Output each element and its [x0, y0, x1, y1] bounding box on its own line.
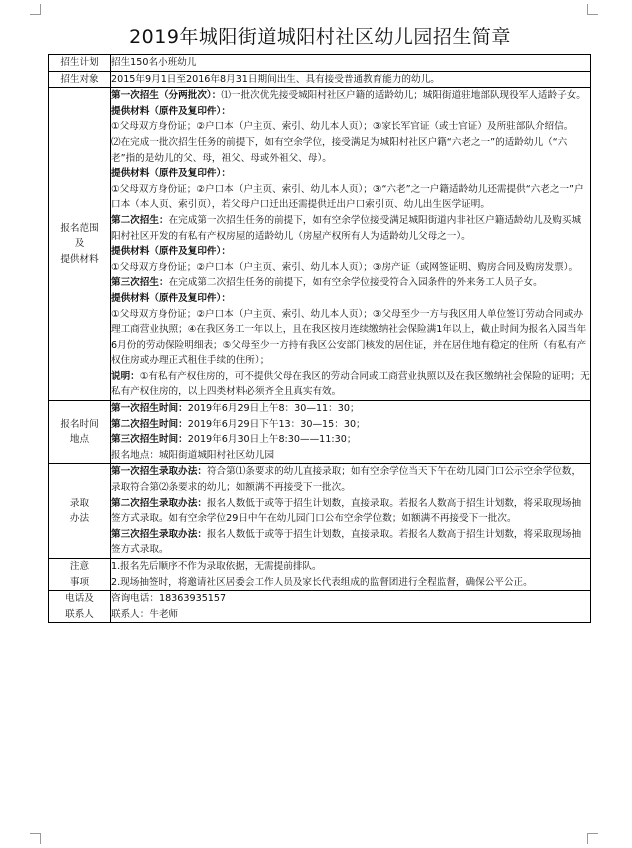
- time-label-line: 地点: [69, 434, 90, 446]
- note-heading: 说明：: [111, 370, 140, 382]
- scope-label-line: 及: [74, 238, 85, 250]
- admission-heading: 第二次招生录取办法：: [111, 497, 207, 509]
- notes-item: 2.现场抽签时，将邀请社区居委会工作人员及家长代表组成的监督团进行全程监督，确保公平公正。: [111, 576, 533, 588]
- scope-label-line: 提供材料: [60, 253, 99, 265]
- notes-label: [49, 559, 111, 591]
- time-text: 2019年6月29日上午8：30—11：30；: [187, 403, 360, 415]
- admission-row: [49, 464, 591, 559]
- admission-heading: 第三次招生录取办法：: [111, 528, 207, 540]
- time-heading: 第二次招生时间：: [111, 418, 188, 430]
- second-enrollment-paragraph: [111, 213, 590, 244]
- materials-heading: 提供材料（原件及复印件）：: [111, 105, 231, 117]
- third-enrollment-paragraph: [111, 275, 590, 291]
- materials-text: ①父母双方身份证；②户口本（户主页、索引、幼儿本人页）；③家长军官证（或士官证）及所驻部队介绍信。: [111, 121, 574, 133]
- first-batch1-text: ⑴一批次优先接受城阳村社区户籍的适龄幼儿；城阳街道驻地部队现役军人适龄子女。: [221, 90, 586, 102]
- plan-label: 招生计划: [49, 55, 111, 72]
- third-enrollment-heading: 第三次招生：: [111, 277, 169, 289]
- time-content: [111, 401, 591, 464]
- contact-label-line: 电话及: [65, 593, 94, 605]
- time-line: [111, 432, 590, 448]
- scope-content: [111, 88, 591, 401]
- admission-paragraph: [111, 464, 590, 495]
- contact-content: [111, 591, 591, 623]
- admission-paragraph: [111, 527, 590, 558]
- time-label-line: 报名时间: [60, 418, 99, 430]
- note-text: ①有私有产权住房的，可不提供父母在我区的劳动合同或工商营业执照以及在我区缴纳社会保险的证明；无私有产权住房的，以上四类材料必须齐全且真实有效。: [111, 370, 590, 398]
- notes-content: [111, 559, 591, 591]
- materials-text: ①父母双方身份证；②户口本（户主页、索引、幼儿本人页）；③“六老”之一户籍适龄幼儿还需提供“六老之一”户口本（本人页、索引页），若父母户口迁出还需提供迁出户口索引页、幼儿出生医学证明。: [111, 183, 584, 211]
- notes-label-line: 事项: [69, 576, 90, 588]
- corner-mark: [587, 833, 598, 844]
- admission-content: [111, 464, 591, 559]
- admission-label-line: 录取: [69, 497, 90, 509]
- materials-heading: 提供材料（原件及复印件）：: [111, 168, 231, 180]
- plan-row: [49, 55, 591, 72]
- notes-label-line: 注意: [69, 561, 90, 572]
- contact-row: [49, 591, 591, 623]
- first-enrollment-heading: 第一次招生（分两批次）：: [111, 90, 222, 102]
- scope-label: [49, 88, 111, 401]
- admission-text: 符合第⑴条要求的幼儿直接录取；如有空余学位当天下午在幼儿园门口公示空余学位数，录取符合第⑵条要求的幼儿；如额满不再接受下一批次。: [111, 466, 582, 494]
- corner-mark: [30, 4, 41, 15]
- enrollment-table: [48, 54, 591, 623]
- location-text: 报名地点：城阳街道城阳村社区幼儿园: [111, 449, 275, 461]
- admission-paragraph: [111, 496, 590, 527]
- first-batch2-text: ⑵在完成一批次招生任务的前提下，如有空余学位，接受满足为城阳村社区户籍“六老之一”的适龄幼儿（“六老”指的是幼儿的父、母，祖父、母或外祖父、母）。: [111, 136, 568, 164]
- contact-label-line: 联系人: [65, 608, 94, 620]
- time-line: [111, 417, 590, 433]
- contact-phone: 咨询电话：18363935157: [111, 593, 227, 605]
- time-text: 2019年6月29日下午13：30—15：30；: [187, 418, 366, 430]
- time-row: [49, 401, 591, 464]
- target-label: 招生对象: [49, 71, 111, 88]
- notes-row: [49, 559, 591, 591]
- plan-text: 招生150名小班幼儿: [111, 55, 591, 72]
- time-heading: 第三次招生时间：: [111, 434, 188, 446]
- materials-text: ①父母双方身份证；②户口本（户主页、索引、幼儿本人页）；③房产证（或网签证明、购房合同及购房发票）。: [111, 261, 579, 273]
- time-line: [111, 401, 590, 417]
- document-title: 2019年城阳街道城阳村社区幼儿园招生简章: [129, 26, 511, 48]
- corner-mark: [30, 833, 41, 844]
- third-enrollment-text: 在完成第二次招生任务的前提下，如有空余学位接受符合入园条件的外来务工人员子女。: [168, 277, 543, 289]
- admission-heading: 第一次招生录取办法：: [111, 466, 207, 478]
- admission-text: 报名人数低于或等于招生计划数，直接录取。若报名人数高于招生计划数，将采取现场抽签方式录取。: [111, 528, 582, 556]
- corner-mark: [587, 4, 598, 15]
- admission-label-line: 办法: [69, 513, 90, 525]
- contact-label: [49, 591, 111, 623]
- admission-text: 报名人数低于或等于招生计划数，直接录取。若报名人数高于招生计划数，将采取现场抽签方式录取。如有空余学位29日中午在幼儿园门口公布空余学位数；如额满不再接受下一批次。: [111, 497, 582, 525]
- materials-heading: 提供材料（原件及复印件）：: [111, 246, 231, 258]
- materials-text: ①父母双方身份证；②户口本（户主页、索引、幼儿本人页）；③父母至少一方与我区用人单位签订劳动合同或办理工商营业执照；④在我区务工一年以上，且在我区按月连续缴纳社会保险满1年以上，截止时间为报名入园当年6月份的劳动保险明细表；⑤父母至少一方持有我区公安部门核发的居住证，并在居住地有稳定的住所（有私有产权住房或办理正式租住手续的住所）；: [111, 308, 587, 367]
- notes-item: 1.报名先后顺序不作为录取依据，无需提前排队。: [111, 561, 322, 572]
- target-row: [49, 71, 591, 88]
- materials-heading: 提供材料（原件及复印件）：: [111, 292, 231, 304]
- target-text: 2015年9月1日至2016年8月31日期间出生、具有接受普通教育能力的幼儿。: [111, 71, 591, 88]
- scope-row: [49, 88, 591, 401]
- second-enrollment-text: 在完成第一次招生任务的前提下，如有空余学位接受满足城阳街道内非社区户籍适龄幼儿及购买城阳村社区开发的有私有产权房屋的适龄幼儿（房屋产权所有人为适龄幼儿父母之一）。: [111, 214, 582, 242]
- contact-person: 联系人：牛老师: [111, 608, 179, 620]
- second-enrollment-heading: 第二次招生：: [111, 214, 169, 226]
- note-paragraph: [111, 369, 590, 400]
- scope-label-line: 报名范围: [60, 222, 99, 234]
- first-enrollment-paragraph: [111, 88, 590, 104]
- time-text: 2019年6月30日上午8:30——11:30；: [187, 434, 357, 446]
- time-label: [49, 401, 111, 464]
- time-heading: 第一次招生时间：: [111, 403, 188, 415]
- admission-label: [49, 464, 111, 559]
